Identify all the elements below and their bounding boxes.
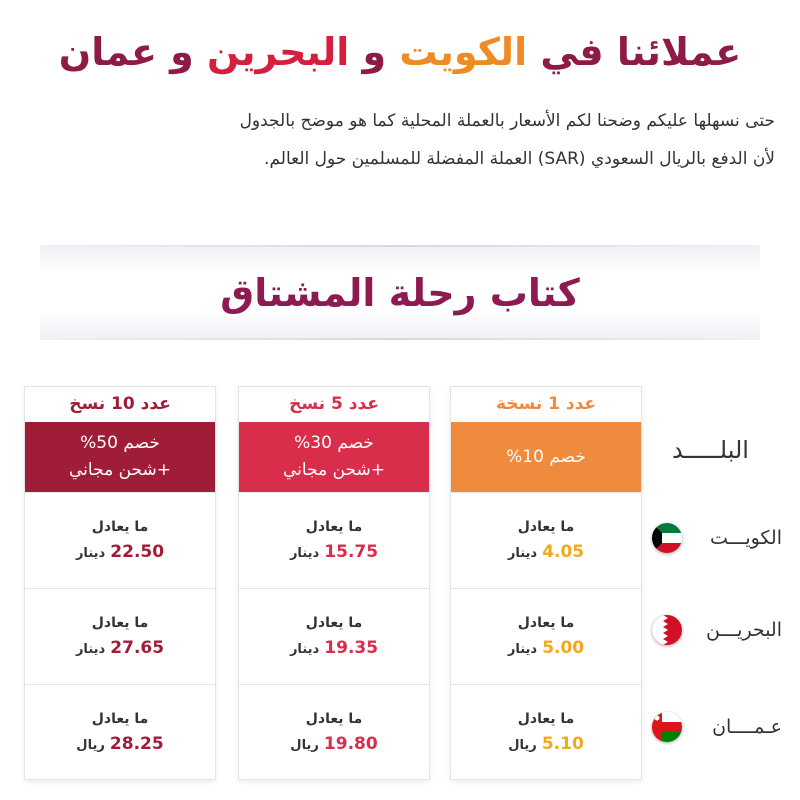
title-oman: عمان — [58, 30, 157, 74]
column-1-copy — [451, 387, 641, 779]
equivalent-label: ما يعادل — [305, 710, 363, 727]
price-value — [290, 731, 377, 759]
price-value — [508, 731, 584, 759]
price-value — [290, 539, 378, 567]
price-value — [76, 635, 164, 663]
discount-label: خصم 10% — [506, 446, 586, 467]
column-header: عدد 1 نسخة — [495, 394, 597, 414]
price-number: 4.05 — [542, 541, 585, 562]
equivalent-label: ما يعادل — [91, 614, 149, 631]
price-number: 15.75 — [324, 541, 379, 562]
country-row-bahrain — [652, 610, 782, 650]
price-number: 19.80 — [323, 733, 378, 754]
discount-label: خصم 50% — [80, 433, 160, 453]
discount-band — [451, 422, 641, 492]
currency-unit: ريال — [508, 737, 537, 753]
intro-paragraph — [40, 102, 775, 178]
price-cell-bahrain — [25, 588, 215, 684]
shipping-label: +شحن مجاني — [283, 460, 385, 480]
equivalent-label: ما يعادل — [517, 614, 575, 631]
price-value — [508, 539, 584, 567]
currency-unit: ريال — [290, 737, 319, 753]
currency-unit: دينار — [507, 641, 538, 657]
price-cell-bahrain — [239, 588, 429, 684]
intro-line-1: حتى نسهلها عليكم وضحنا لكم الأسعار بالعملة المحلية كما هو موضح بالجدول — [239, 111, 775, 131]
currency-unit: دينار — [289, 545, 320, 561]
currency-unit: دينار — [507, 545, 538, 561]
title-and-1: و — [349, 30, 400, 74]
price-number: 5.00 — [542, 637, 585, 658]
page-title — [0, 22, 800, 82]
title-prefix: عملائنا في — [527, 30, 742, 74]
column-header: عدد 5 نسخ — [289, 394, 379, 414]
title-and-2: و — [156, 30, 207, 74]
equivalent-label: ما يعادل — [91, 710, 149, 727]
column-10-copies — [25, 387, 215, 779]
country-column-header: البلـــــد — [672, 436, 749, 464]
intro-line-2: لأن الدفع بالريال السعودي (SAR) العملة المفضلة للمسلمين حول العالم. — [264, 149, 775, 169]
column-5-copies — [239, 387, 429, 779]
column-header: عدد 10 نسخ — [69, 394, 171, 414]
price-value — [290, 635, 378, 663]
discount-label: خصم 30% — [294, 433, 374, 453]
currency-unit: دينار — [75, 545, 106, 561]
equivalent-label: ما يعادل — [517, 710, 575, 727]
shipping-label: +شحن مجاني — [69, 460, 171, 480]
equivalent-label: ما يعادل — [305, 614, 363, 631]
price-cell-oman — [239, 684, 429, 780]
country-name-oman: عـمــــان — [712, 716, 782, 738]
equivalent-label: ما يعادل — [91, 518, 149, 535]
oman-flag-icon — [652, 712, 682, 742]
price-cell-kuwait — [451, 492, 641, 588]
price-number: 22.50 — [110, 541, 165, 562]
currency-unit: ريال — [76, 737, 105, 753]
country-name-bahrain: البحريـــن — [706, 619, 782, 641]
price-number: 28.25 — [109, 733, 164, 754]
currency-unit: دينار — [289, 641, 320, 657]
book-title: كتاب رحلة المشتاق — [220, 270, 580, 315]
price-number: 19.35 — [324, 637, 379, 658]
equivalent-label: ما يعادل — [305, 518, 363, 535]
price-cell-kuwait — [25, 492, 215, 588]
book-title-banner — [40, 245, 760, 340]
price-cell-oman — [451, 684, 641, 780]
discount-band — [239, 422, 429, 492]
title-kuwait: الكويت — [399, 30, 528, 74]
price-value — [76, 731, 163, 759]
title-bahrain: البحرين — [207, 30, 350, 74]
price-value — [508, 635, 584, 663]
country-row-kuwait — [652, 518, 782, 558]
kuwait-flag-icon — [652, 523, 682, 553]
price-cell-bahrain — [451, 588, 641, 684]
bahrain-flag-icon — [652, 615, 682, 645]
price-value — [76, 539, 164, 567]
country-name-kuwait: الكويـــت — [709, 527, 782, 549]
equivalent-label: ما يعادل — [517, 518, 575, 535]
price-number: 5.10 — [541, 733, 584, 754]
discount-band — [25, 422, 215, 492]
price-cell-kuwait — [239, 492, 429, 588]
currency-unit: دينار — [75, 641, 106, 657]
country-row-oman — [652, 707, 782, 747]
price-cell-oman — [25, 684, 215, 780]
price-number: 27.65 — [110, 637, 165, 658]
